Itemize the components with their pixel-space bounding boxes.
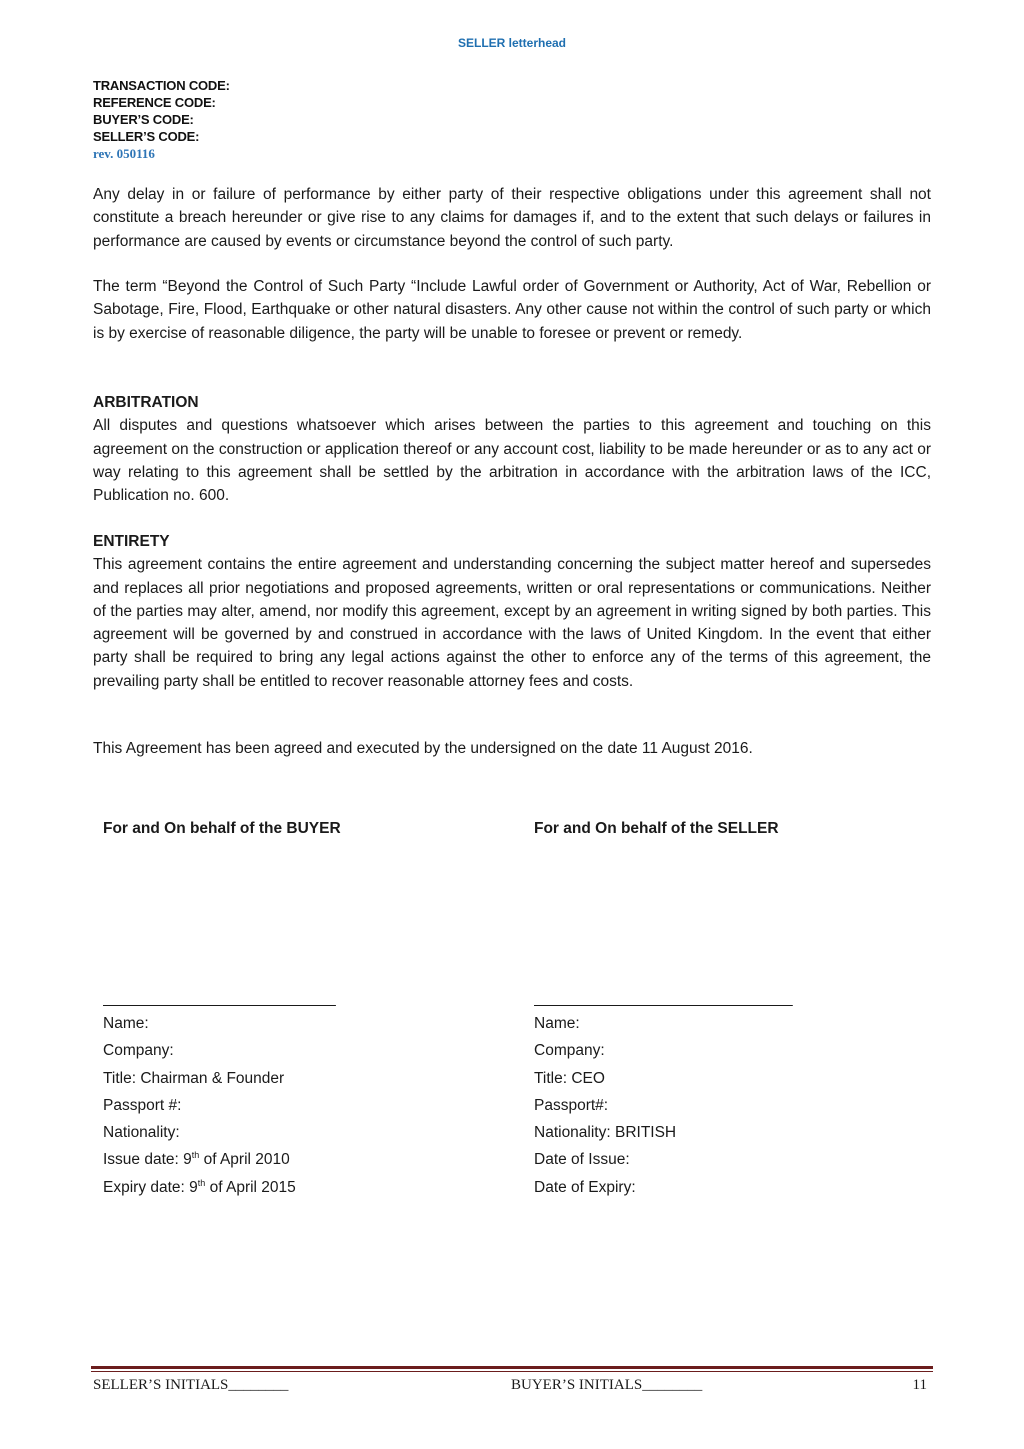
buyer-expiry-prefix: Expiry date: 9 <box>103 1178 198 1196</box>
seller-title: Title: CEO <box>534 1069 605 1087</box>
buyer-signature-line: ___________________________ <box>103 990 336 1007</box>
seller-name: Name: <box>534 1015 580 1032</box>
page-number: 11 <box>912 1377 927 1393</box>
seller-initials: SELLER’S INITIALS________ <box>93 1377 289 1393</box>
code-block <box>93 77 230 162</box>
buyer-heading: For and On behalf of the BUYER <box>103 820 341 837</box>
seller-company: Company: <box>534 1042 605 1060</box>
buyer-expiry-suffix: of April 2015 <box>205 1178 296 1196</box>
arbitration-heading: ARBITRATION <box>93 394 199 411</box>
buyer-company: Company: <box>103 1042 174 1060</box>
seller-signature-block <box>534 820 864 1201</box>
entirety-heading: ENTIRETY <box>93 533 170 550</box>
executed-text: This Agreement has been agreed and executed by the undersigned on the date 11 August 2016. <box>93 740 753 757</box>
arbitration-text: All disputes and questions whatsoever which arises between the parties to this agreement and touching on this agreement on the construction or application thereof or any account cost, liability to be made hereunder or as to any act or way relating to this agreement shall be settled by the arbitration in accordance with the arbitration laws of the ICC, Publication no. 600. <box>93 417 931 505</box>
buyer-issue-suffix: of April 2010 <box>199 1151 290 1169</box>
buyer-expiry-sup: th <box>197 1177 206 1188</box>
seller-expiry-date: Date of Expiry: <box>534 1178 636 1196</box>
seller-signature-line: ______________________________ <box>534 990 793 1007</box>
transaction-code-label: TRANSACTION CODE: <box>93 78 230 93</box>
buyer-signature-block <box>103 820 433 1201</box>
buyer-passport: Passport #: <box>103 1096 182 1114</box>
seller-code-label: SELLER’S CODE: <box>93 129 200 144</box>
buyer-issue-prefix: Issue date: 9 <box>103 1151 192 1169</box>
buyer-issue-sup: th <box>191 1150 200 1161</box>
buyer-code-label: BUYER’S CODE: <box>93 112 194 127</box>
reference-code-label: REFERENCE CODE: <box>93 95 216 110</box>
force-majeure-paragraph <box>93 183 931 253</box>
executed-statement <box>93 737 931 760</box>
arbitration-section <box>93 391 931 507</box>
buyer-expiry-date <box>103 1174 433 1201</box>
buyer-nationality: Nationality: <box>103 1124 180 1142</box>
revision-label: rev. 050116 <box>93 146 155 161</box>
paragraph-delay: Any delay in or failure of performance by either party of their respective obligations under this agreement shall not constitute a breach hereunder or give rise to any claims for damages if, and to the extent that such delays or failures in performance are caused by events or circumstance beyond the control of such party. <box>93 186 931 250</box>
buyer-issue-date <box>103 1146 433 1173</box>
buyer-name: Name: <box>103 1015 149 1032</box>
seller-issue-date: Date of Issue: <box>534 1151 630 1169</box>
seller-passport: Passport#: <box>534 1096 609 1114</box>
entirety-section <box>93 530 931 693</box>
footer-divider-thick <box>91 1366 933 1369</box>
paragraph-beyond-control: The term “Beyond the Control of Such Party “Include Lawful order of Government or Authority, Act of War, Rebellion or Sabotage, Fire, Flood, Earthquake or other natural disasters. Any other cause not within the control of such party or which is by exercise of reasonable diligence, the party will be unable to foresee or prevent or remedy. <box>93 278 931 342</box>
footer-divider-thin <box>91 1371 933 1372</box>
seller-nationality: Nationality: BRITISH <box>534 1124 677 1142</box>
seller-heading: For and On behalf of the SELLER <box>534 820 779 837</box>
buyer-initials: BUYER’S INITIALS________ <box>511 1377 703 1393</box>
buyer-title: Title: Chairman & Founder <box>103 1069 285 1087</box>
beyond-control-paragraph <box>93 275 931 345</box>
letterhead-title: SELLER letterhead <box>457 36 567 50</box>
entirety-text: This agreement contains the entire agreement and understanding concerning the subject matter hereof and supersedes and replaces all prior negotiations and proposed agreements, written or oral representations or communications. Neither of the parties may alter, amend, nor modify this agreement, except by an agreement in writing signed by both parties. This agreement will be governed by and construed in accordance with the laws of United Kingdom. In the event that either party shall be required to bring any legal actions against the other to enforce any of the terms of this agreement, the prevailing party shall be entitled to recover reasonable attorney fees and costs. <box>93 556 931 690</box>
